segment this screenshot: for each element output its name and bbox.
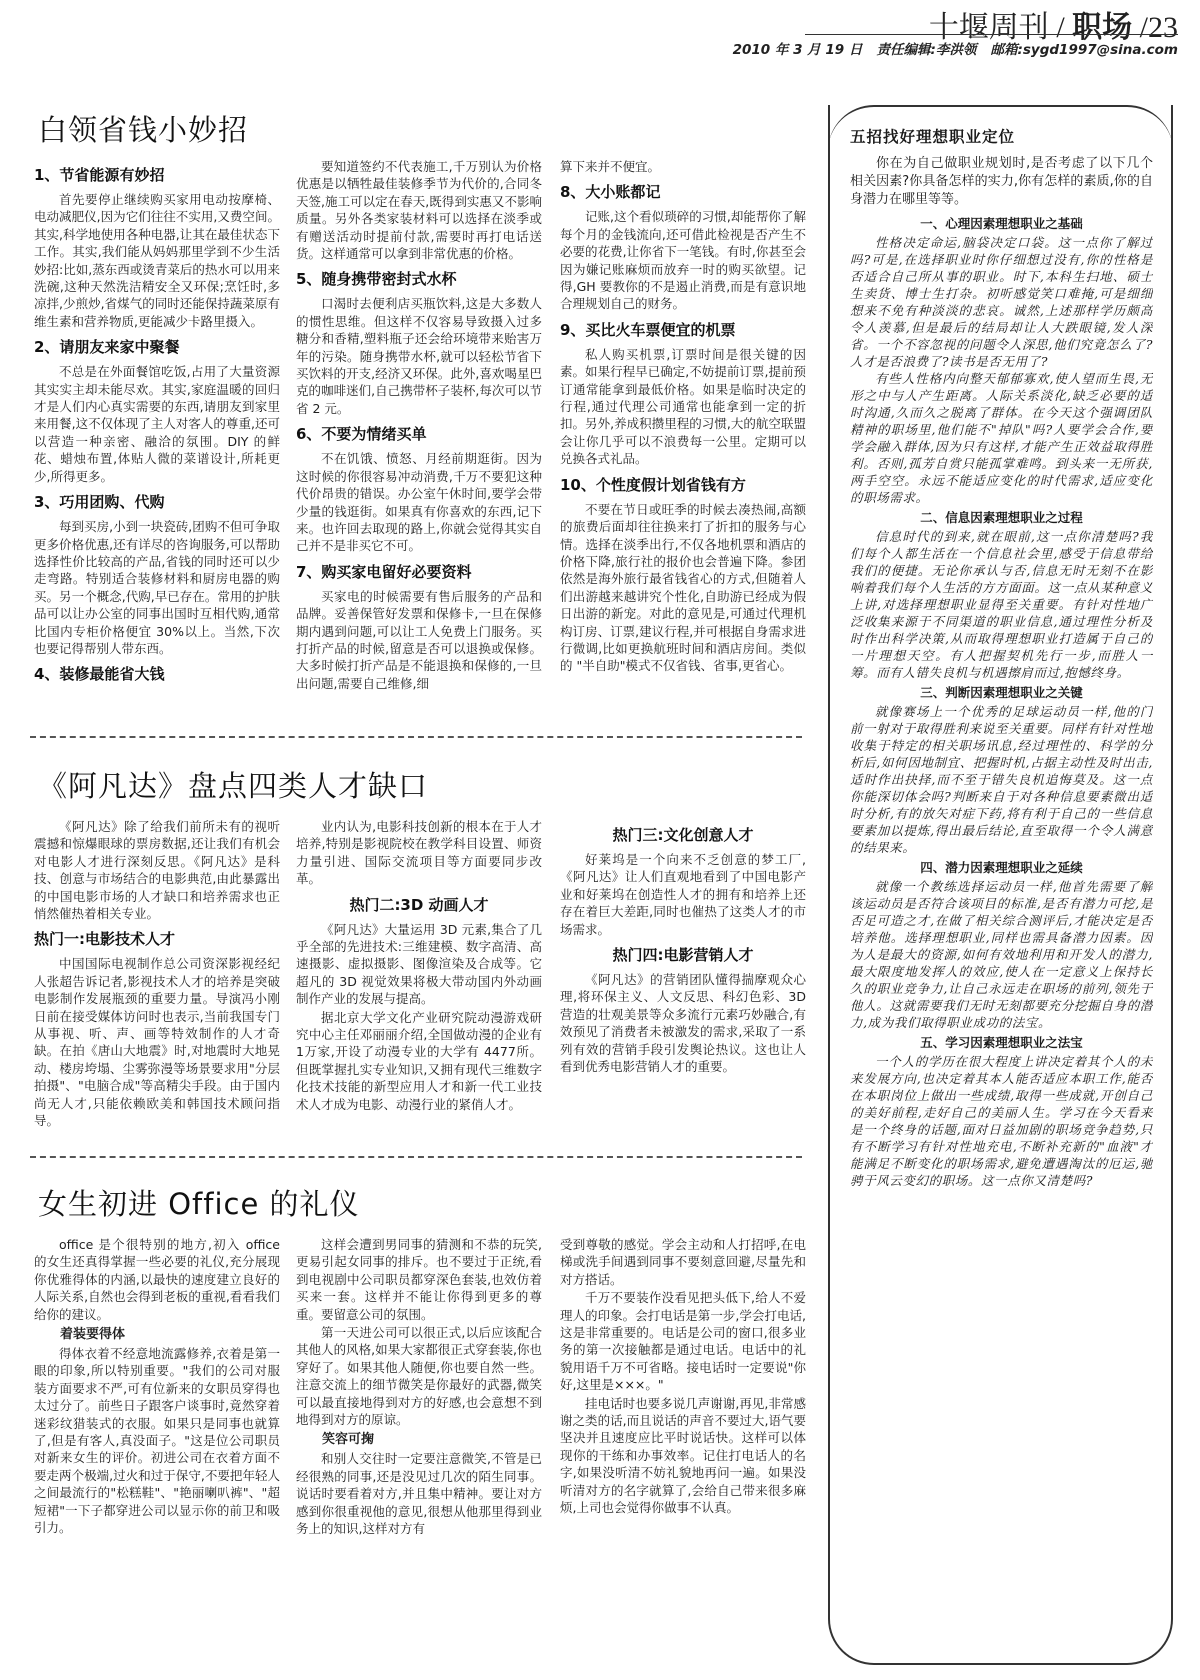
sidebar-title: 五招找好理想职业定位 [850, 128, 1016, 146]
article1-subheading: 3、巧用团购、代购 [34, 493, 165, 512]
sidebar-paragraph: 就像一个教练选择运动员一样,他首先需要了解该运动员是否符合该项目的标准,是否有潜力可挖,是否足可造之才,在做了相关综合测评后,才能决定是否培养他。选择理想职业,同样也需具备潜力因素。因为人是最大的资源,如何有效地利用和开发人的潜力,最大限度地发挥人的效应,使人在一定意义上保持长久的职业竞争力,让自己永远走在职场的前列,领先于他人。这就需要我们无时无刻都要充分挖掘自身的潜力,成为我们取得职业成功的法宝。 [850, 879, 1153, 1030]
article3-paragraph: 得体衣着不经意地流露修养,衣着是第一眼的印象,所以特别重要。"我们的公司对服装方面要求不严,可有位新来的女职员穿得也太过分了。前些日子跟客户谈事时,竟然穿着迷彩纹猎装式的衣服。如果只是同事也就算了,但是有客人,真没面子。"这是位公司职员对新来女生的评价。初进公司在衣着方面不要走两个极端,过火和过于保守,不要把年轻人之间最流行的"松糕鞋"、"艳丽喇叭裤"、"超短裙"一下子都穿进公司以显示你的前卫和吸引力。 [34, 1346, 280, 1536]
editor: 责任编辑:李洪领 [876, 42, 977, 58]
article2-paragraph: 据北京大学文化产业研究院动漫游戏研究中心主任邓丽丽介绍,全国做动漫的企业有 1万家,开设了动漫专业的大学有 4477所。但既掌握扎实专业知识,又拥有现代三维数字化技术技能的新型应用人才和新一代工业技术人才成为电影、动漫行业的紧俏人才。 [296, 1009, 542, 1112]
article1-column-1 [34, 158, 280, 718]
header-rule [805, 34, 1178, 35]
article3-paragraph: 和别人交往时一定要注意微笑,不管是已经很熟的同事,还是没见过几次的陌生同事。说话时要看着对方,并且集中精神。要让对方感到你很重视他的意见,很想从他那里得到业务上的知识,这样对方有 [296, 1451, 542, 1537]
article2-subheading: 热门二:3D 动画人才 [349, 895, 489, 914]
sidebar-career-box [828, 105, 1173, 1665]
article1-column-2 [296, 158, 542, 718]
article1-paragraph: 不要在节日或旺季的时候去凑热闹,高额的旅费后面却往往换来打了折扣的服务与心情。选择在淡季出行,不仅各地机票和酒店的价格下降,旅行社的报价也会普遍下降。参团依然是海外旅行最省钱省心的方式,但随着人们出游越来越讲究个性化,自助游已经成为假日出游的新宠。对此的意见是,可通过代理机构订房、订票,建议行程,并可根据自身需求进行微调,比如更换航班时间和酒店房间。类似的 "半自助"模式不仅省钱、省事,更省心。 [560, 501, 806, 674]
article2-paragraph: 《阿凡达》除了给我们前所未有的视听震撼和惊爆眼球的票房数据,还让我们有机会对电影人才进行深刻反思。《阿凡达》是科技、创意与市场结合的电影典范,由此暴露出的中国电影市场的人才缺口和培养需求也正悄然催热着相关专业。 [34, 819, 280, 922]
article1-subheading: 8、大小账都记 [560, 183, 661, 202]
article2-paragraph: 中国国际电视制作总公司资深影视经纪人张超告诉记者,影视技术人才的培养是突破电影制作发展瓶颈的重要力量。导演冯小刚日前在接受媒体访问时也表示,当前我国专门从事视、听、声、画等特效制作的人才奇缺。在拍《唐山大地震》时,对地震时大地晃动、楼房垮塌、尘雾弥漫等场景要求用"分层拍摄"、"电脑合成"等高精尖手段。由于国内尚无人才,只能依赖欧美和韩国技术顾问指导。 [34, 956, 280, 1129]
sidebar-subheading: 四、潜力因素理想职业之延续 [920, 860, 1083, 875]
article3-column-1 [34, 1236, 280, 1666]
article3-column-3 [560, 1236, 806, 1666]
article2-column-1 [34, 818, 280, 1138]
sidebar-paragraph: 性格决定命运,脑袋决定口袋。这一点你了解过吗?可是,在选择职业时你仔细想过没有,你的性格是否适合自己所从事的职业。时下,本科生扫地、硕士生卖货、博士生打杂。初听感觉笑口难掩,可是细细想来不免有种淡淡的悲哀。诚然,上述那样学历颇高令人羡慕,但是最后的结局却让人大跌眼镜,发人深省。一个不容忽视的问题令人深思,他们究竟怎么了?人才是否浪费了?读书是否无用了? [850, 235, 1153, 369]
article1-subheading: 7、购买家电留好必要资料 [296, 562, 472, 581]
article2-subheading: 热门三:文化创意人才 [612, 826, 754, 844]
article1-paragraph: 算下来并不便宜。 [560, 159, 661, 174]
page-header [0, 0, 1200, 62]
article3-paragraph: 千万不要装作没看见把头低下,给人不爱理人的印象。会打电话是第一步,学会打电话,这是非常重要的。电话是公司的窗口,很多业务的第一次接触都是通过电话。电话中的礼貌用语千万不可省略。接电话时一定要说"你好,这里是×××。" [560, 1290, 806, 1393]
article2-paragraph: 《阿凡达》的营销团队懂得揣摩观众心理,将环保主义、人文反思、科幻色彩、3D 营造的壮观美景等众多流行元素巧妙融合,有效预见了消费者未被激发的需求,采取了一系列有效的营销手段引发舆论热议。这也让人看到优秀电影营销人才的重要。 [560, 972, 806, 1075]
article2-paragraph: 《阿凡达》大量运用 3D 元素,集合了几乎全部的先进技术:三维建模、数字高清、高速摄影、虚拟摄影、图像渲染及合成等。它超凡的 3D 视觉效果将极大带动国内外动画制作产业的发展与提高。 [296, 921, 542, 1007]
sidebar-paragraph: 信息时代的到来,就在眼前,这一点你清楚吗?我们每个人都生活在一个信息社会里,感受于信息带给我们的便捷。无论你承认与否,信息无时无刻不在影响着我们每个人生活的方方面面。这一点从某种意义上讲,对选择理想职业显得至关重要。有针对性地广泛收集来源于不同渠道的职业信息,通过理性分析及时作出科学决策,从而取得理想职业打造属于自己的一片理想天空。有人把握契机先行一步,而胜人一筹。而有人错失良机与机遇擦肩而过,抱憾终身。 [850, 529, 1153, 680]
article1-subheading: 2、请朋友来家中聚餐 [34, 338, 180, 357]
article1-paragraph: 私人购买机票,订票时间是很关键的因素。如果行程早已确定,不妨提前订票,提前预订通常能拿到最低价格。如果是临时决定的行程,通过代理公司通常也能拿到一定的折扣。另外,养成积攒里程的习惯,大的航空联盟会让你几乎可以不浪费每一公里。定期可以兑换各式礼品。 [560, 346, 806, 467]
article3-paragraph: office 是个很特别的地方,初入 office 的女生还真得掌握一些必要的礼仪,充分展现你优雅得体的内涵,以最快的速度建立良好的人际关系,自然也会得到老板的重视,看看我们给你的建议。 [34, 1237, 280, 1322]
article1-paragraph: 首先要停止继续购买家用电动按摩椅、电动减肥仪,因为它们往往不实用,又费空间。其实,科学地使用各种电器,让其在最佳状态下工作。其实,我们能从妈妈那里学到不少生活妙招:比如,蒸东西或烫青菜后的热水可以用来洗碗,这种天然洗洁精安全又环保;烹饪时,多凉拌,少煎炒,省煤气的同时还能保持蔬菜原有维生素和营养物质,更能减少卡路里摄入。 [34, 192, 280, 329]
section-divider-1 [30, 736, 802, 738]
issue-date: 2010 年 3 月 19 日 [732, 42, 863, 58]
article1-paragraph: 不在饥饿、愤怒、月经前期逛街。因为这时候的你很容易冲动消费,千万不要犯这种代价昂贵的错误。办公室午休时间,要学会带少量的钱逛街。如果真有你喜欢的东西,记下来。也许回去取现的路上,你就会觉得其实自己并不是非买它不可。 [296, 451, 542, 554]
sidebar-content [850, 125, 1153, 1653]
article-title-office-etiquette: 女生初进 Office 的礼仪 [38, 1187, 360, 1221]
article-title-saving-tips: 白领省钱小妙招 [38, 113, 249, 147]
article1-column-3 [560, 158, 806, 718]
article1-subheading: 6、不要为情绪买单 [296, 425, 427, 444]
article3-paragraph: 挂电话时也要多说几声谢谢,再见,非常感谢之类的话,而且说话的声音不要过大,语气要坚决并且速度应比平时说话快。这样可以体现你的干练和办事效率。记住打电话人的名字,如果没听清不妨礼貌地再问一遍。如果没听清对方的名字就算了,会给自己带来很多麻烦,上司也会觉得你做事不认真。 [560, 1395, 806, 1516]
article2-column-3 [560, 818, 806, 1138]
article3-paragraph: 受到尊敬的感觉。学会主动和人打招呼,在电梯或洗手间遇到同事不要刻意回避,尽量先和对方搭话。 [560, 1237, 806, 1287]
article1-subheading: 9、买比火车票便宜的机票 [560, 320, 736, 339]
sidebar-intro: 你在为自己做职业规划时,是否考虑了以下几个相关因素?你具备怎样的实力,你有怎样的素质,你的自身潜力在哪里等等。 [850, 156, 1153, 207]
article3-paragraph: 第一天进公司可以很正式,以后应该配合其他人的风格,如果大家都很正式穿套装,你也穿好了。如果其他人随便,你也要自然一些。注意交流上的细节微笑是你最好的武器,微笑可以最直接地得到对方的好感,也会意想不到地得到对方的原谅。 [296, 1325, 542, 1428]
article2-paragraph: 好莱坞是一个向来不乏创意的梦工厂,《阿凡达》让人们直观地看到了中国电影产业和好莱坞在创造性人才的拥有和培养上还存在着巨大差距,同时也催热了这类人才的市场需求。 [560, 852, 806, 937]
section-name: 职场 [1072, 11, 1133, 44]
section-divider-2 [30, 1156, 802, 1158]
article-title-avatar-talent: 《阿凡达》盘点四类人才缺口 [38, 769, 429, 803]
article1-paragraph: 不总是在外面餐馆吃饭,占用了大量资源其实实主却未能尽欢。其实,家庭温暖的回归才是人们内心真实需要的东西,请朋友到家里来用餐,这不仅体现了主人对客人的尊重,还可以营造一种亲密、融洽的氛围。DIY 的鲜花、蜡烛布置,体贴人微的菜谱设计,所耗更少,所得更多。 [34, 364, 280, 484]
article1-paragraph: 口渴时去便利店买瓶饮料,这是大多数人的惯性思维。但这样不仅容易导致摄入过多糖分和香精,塑料瓶子还会给环境带来贻害万年的污染。随身携带水杯,就可以轻松节省下买饮料的开支,经济又环保。此外,喜欢喝星巴克的咖啡迷们,自己携带杯子装杯,每次可以节省 2 元。 [296, 296, 542, 416]
header-meta [733, 38, 1178, 58]
article1-paragraph: 每到买房,小到一块瓷砖,团购不但可争取更多价格优惠,还有详尽的咨询服务,可以帮助选择性价比较高的产品,省钱的同时还可以少走弯路。特别适合装修材料和厨房电器的购买。另一个概念,代购,早已存在。常用的护肤品可以让办公室的同事出国时互相代购,通常比国内专柜价格便宜 30%以上。当然,下次也要记得帮别人带东西。 [34, 519, 280, 656]
article2-subheading: 热门一:电影技术人才 [34, 930, 175, 949]
sidebar-subheading: 三、判断因素理想职业之关键 [920, 685, 1083, 700]
article1-paragraph: 记账,这个看似琐碎的习惯,却能帮你了解每个月的金钱流向,还可借此检视是否产生不必要的花费,让你省下一笔钱。有时,你甚至会因为嫌记账麻烦而放弃一时的购买欲望。记得,GH 要教你的不是遏止消费,而是有意识地合理规划自己的财务。 [560, 209, 806, 312]
article1-subheading: 1、节省能源有妙招 [34, 166, 165, 184]
article1-subheading: 10、个性度假计划省钱有方 [560, 475, 746, 494]
article1-paragraph: 要知道签约不代表施工,千万别认为价格优惠是以牺牲最佳装修季节为代价的,合同冬天签,施工可以定在春天,既得到实惠又不影响质量。另外各类家装材料可以选择在淡季或有赠送活动时提前付款,需要时再打电话送货。这样通常可以拿到非常优惠的价格。 [296, 159, 542, 262]
page-number: /23 [1139, 11, 1178, 44]
brand-name: 十堰周刊 [928, 11, 1049, 44]
article2-paragraph: 业内认为,电影科技创新的根本在于人才培养,特别是影视院校在教学科目设置、师资力量引进、国际交流项目等方面要同步改革。 [296, 819, 542, 887]
sidebar-paragraph: 有些人性格内向整天郁郁寡欢,使人望而生畏,无形之中与人产生距离。人际关系淡化,缺乏必要的适时沟通,久而久之脱离了群体。在今天这个强调团队精神的职场里,他们能不"掉队"吗?人要学会合作,要学会融入群体,因为只有这样,才能产生正效益取得胜利。否则,孤芳自赏只能孤掌难鸣。到头来一无所获,两手空空。永远不能适应变化的时代需求,适应变化的职场需求。 [850, 371, 1153, 505]
article3-subheading: 笑容可掬 [322, 1432, 375, 1448]
sidebar-paragraph: 一个人的学历在很大程度上讲决定着其个人的未来发展方向,也决定着其本人能否适应本职工作,能否在本职岗位上做出一些成绩,取得一些成就,开创自己的美好前程,走好自己的美丽人生。学习在今天看来是一个终身的话题,面对日益加剧的职场竞争趋势,只有不断学习有针对性地充电,不断补充新的"血液"才能满足不断变化的职场需求,避免遭遇淘汰的厄运,驰骋于风云变幻的职场。这一点你又清楚吗? [850, 1054, 1153, 1188]
article2-column-2 [296, 818, 542, 1138]
sidebar-subheading: 一、心理因素理想职业之基础 [920, 216, 1083, 231]
article1-subheading: 4、装修最能省大钱 [34, 665, 165, 684]
article3-subheading: 着装要得体 [60, 1327, 126, 1343]
sidebar-subheading: 五、学习因素理想职业之法宝 [920, 1035, 1083, 1050]
article2-subheading: 热门四:电影营销人才 [612, 946, 754, 965]
sidebar-paragraph: 就像赛场上一个优秀的足球运动员一样,他的门前一射对于取得胜利来说至关重要。同样有针对性地收集于特定的相关职场讯息,经过理性的、科学的分析后,如何因地制宜、把握时机,占据主动性及时出击,适时作出抉择,而不至于错失良机追悔莫及。这一点你能深切体会吗?判断来自于对各种信息要素微出适时分析,有的放矢对症下药,将有利于自己的一些信息要素加以提炼,得出最后结论,直至取得一个令人满意的结果来。 [850, 704, 1153, 855]
sidebar-items [850, 215, 1153, 1189]
masthead: 十堰周刊 / 职场 /23 [928, 11, 1178, 44]
article3-column-2 [296, 1236, 542, 1666]
sidebar-subheading: 二、信息因素理想职业之过程 [920, 510, 1083, 525]
article1-subheading: 5、随身携带密封式水杯 [296, 270, 457, 289]
email[interactable]: 邮箱:sygd1997@sina.com [990, 42, 1178, 58]
article1-paragraph: 买家电的时候需要有售后服务的产品和品牌。妥善保管好发票和保修卡,一旦在保修期内遇到问题,可以让工人免费上门服务。买打折产品的时候,留意是否可以退换或保修。大多时候打折产品是不能退换和保修的,一旦出问题,需要自己维修,细 [296, 588, 542, 691]
article3-paragraph: 这样会遭到男同事的猜测和不恭的玩笑,更易引起女同事的排斥。也不要过于正统,看到电视剧中公司职员都穿深色套装,也效仿着买来一套。这样并不能让你得到更多的尊重。要留意公司的氛围。 [296, 1237, 542, 1322]
